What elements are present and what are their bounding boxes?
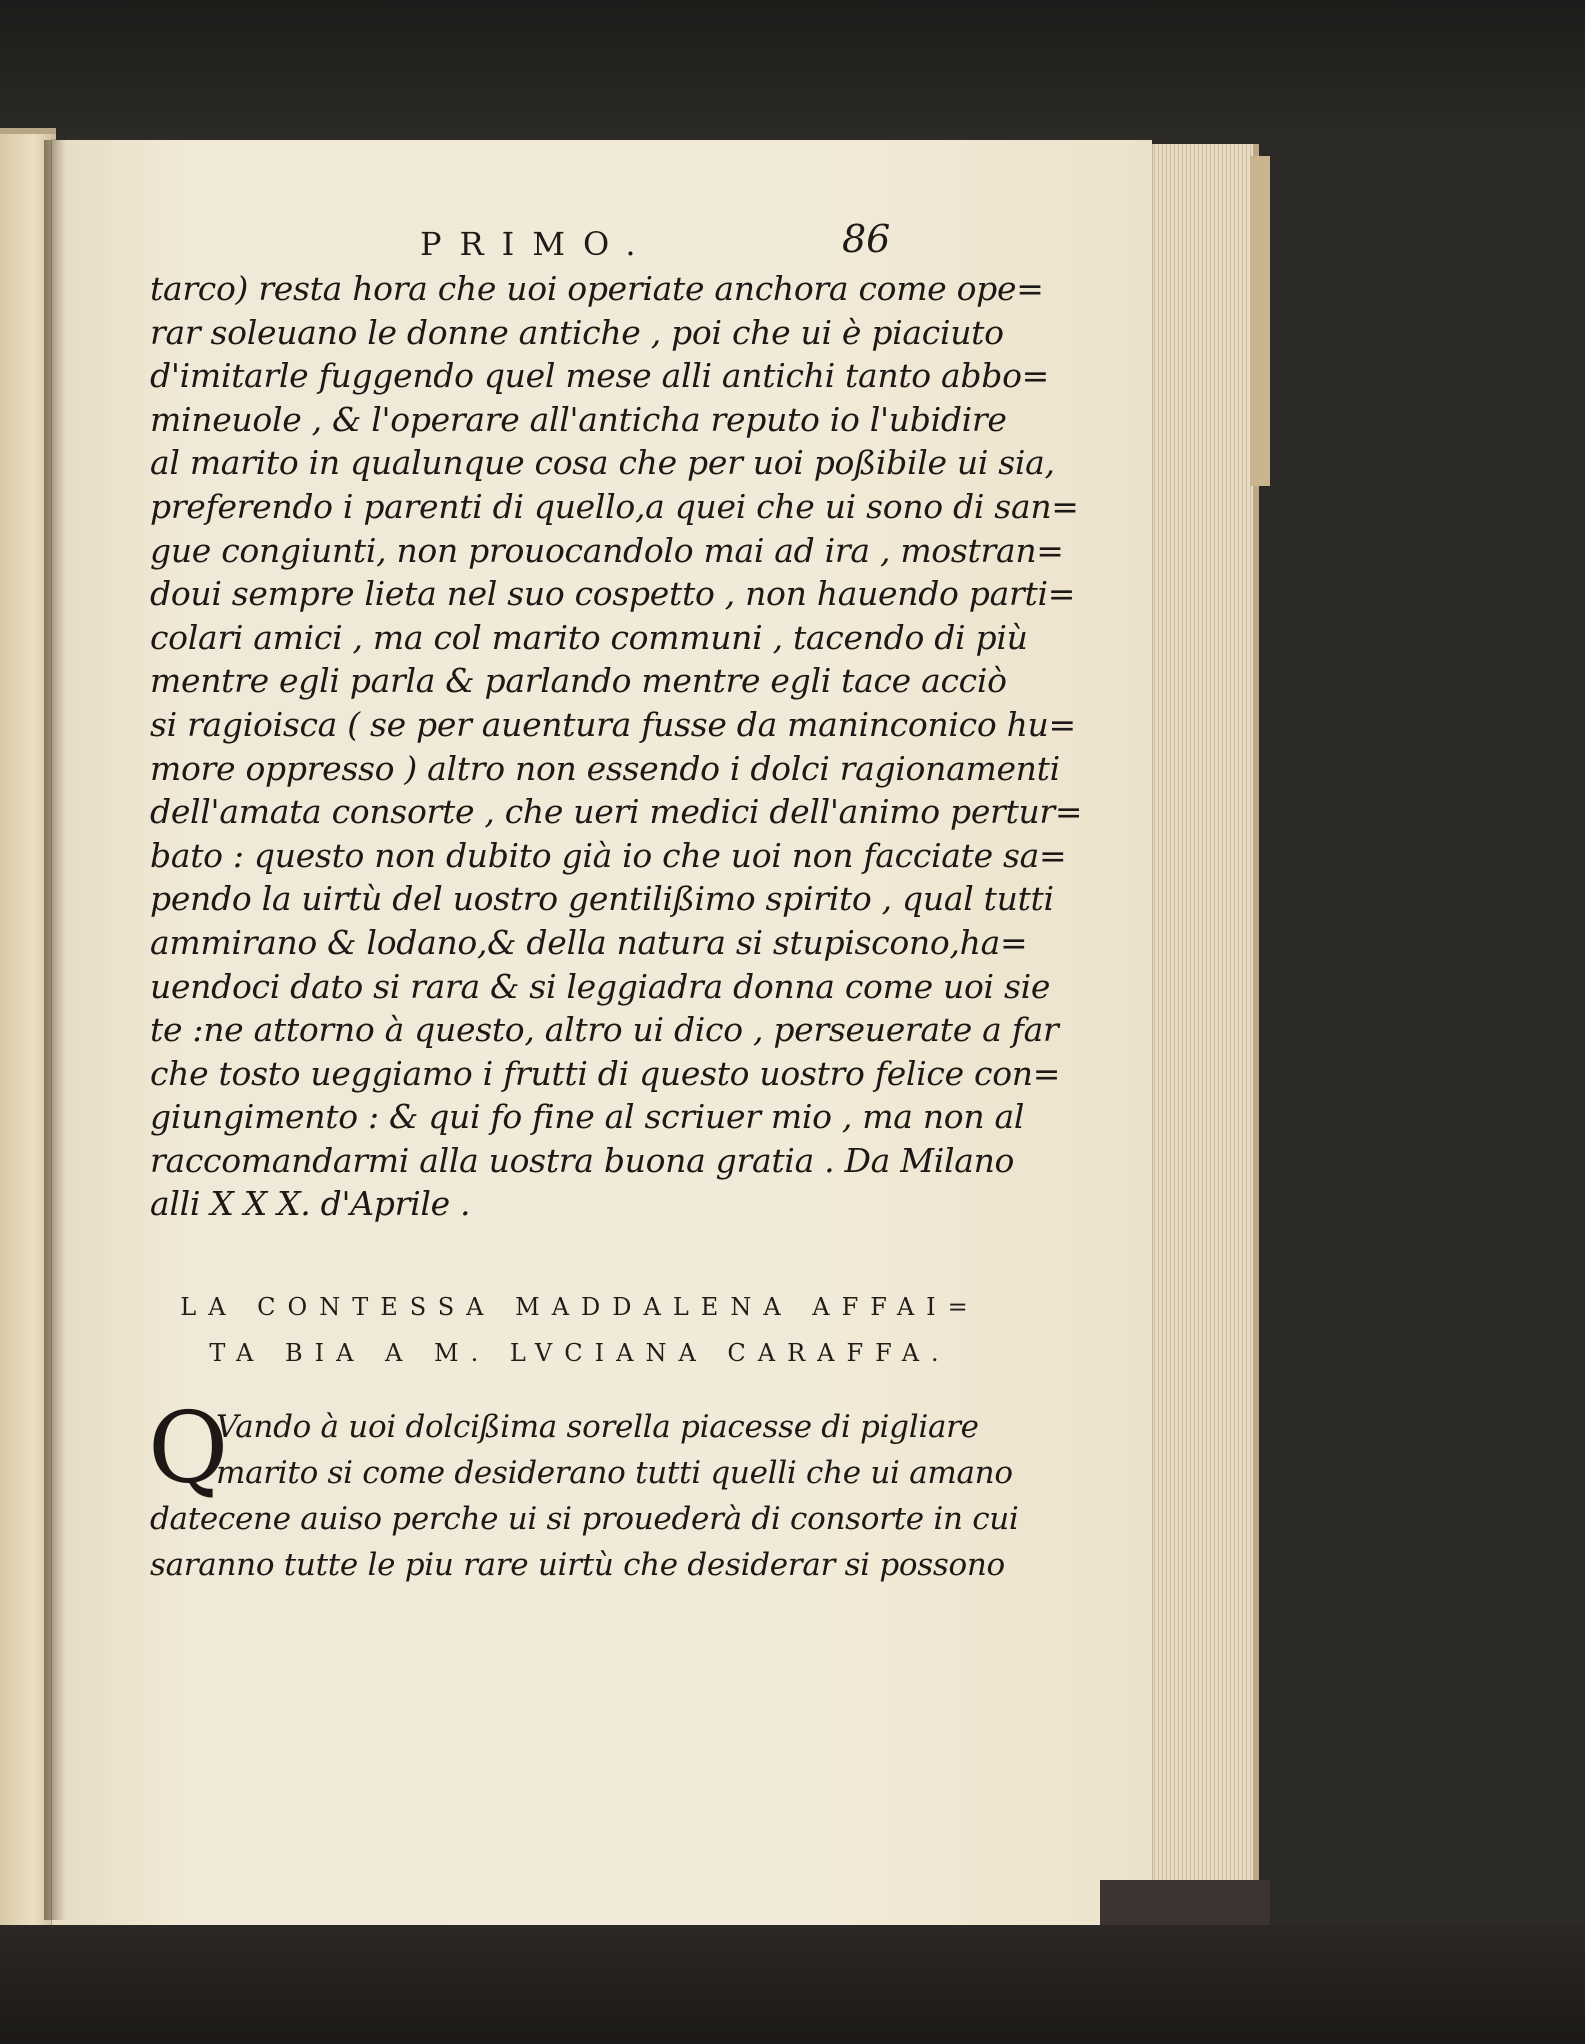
text-line: saranno tutte le piu rare uirtù che desiderar si possono xyxy=(150,1547,1005,1584)
text-line: mineuole , & l'operare all'anticha reputo io l'ubidire xyxy=(150,399,1007,439)
text-line: more oppresso ) altro non essendo i dolci ragionamenti xyxy=(150,748,1060,788)
text-line: ammirano & lodano,& della natura si stupiscono,ha= xyxy=(150,922,1028,962)
heading-line: TA BIA A M. LVCIANA CARAFFA. xyxy=(209,1339,951,1368)
text-line: mentre egli parla & parlando mentre egli tace acciò xyxy=(150,661,1007,701)
page-text xyxy=(148,205,1083,1588)
text-line: gue congiunti, non prouocandolo mai ad ira , mostran= xyxy=(150,530,1064,570)
drop-cap: Q xyxy=(148,1392,229,1507)
text-line: giungimento : & qui fo fine al scriuer mio , ma non al xyxy=(150,1097,1025,1137)
background-top xyxy=(0,0,1585,140)
text-line: datecene auiso perche ui si prouederà di consorte in cui xyxy=(150,1501,1019,1538)
text-line: bato : questo non dubito già io che uoi non facciate sa= xyxy=(150,835,1067,875)
text-line: al marito in qualunque cosa che per uoi poßibile ui sia, xyxy=(150,443,1055,483)
gutter-shadow xyxy=(44,140,66,1920)
heading-line: LA CONTESSA MADDALENA AFFAI= xyxy=(180,1293,980,1322)
text-line: pendo la uirtù del uostro gentilißimo spirito , qual tutti xyxy=(150,879,1054,919)
text-line: te :ne attorno à questo, altro ui dico , perseuerate a far xyxy=(150,1010,1059,1050)
text-line: d'imitarle fuggendo quel mese alli antichi tanto abbo= xyxy=(150,356,1049,396)
text-line: tarco) resta hora che uoi operiate anchora come ope= xyxy=(150,269,1044,308)
background-bottom xyxy=(0,1925,1585,2044)
text-line: alli X X X. d'Aprile . xyxy=(150,1184,471,1224)
text-line: marito si come desiderano tutti quelli che ui amano xyxy=(216,1455,1013,1492)
running-head-title: PRIMO. xyxy=(420,225,654,263)
text-line: che tosto ueggiamo i frutti di questo uostro felice con= xyxy=(150,1053,1061,1093)
letter-heading xyxy=(150,1284,1010,1376)
text-line: uendoci dato si rara & si leggiadra donna come uoi sie xyxy=(150,966,1051,1006)
text-line: doui sempre lieta nel suo cospetto , non hauendo parti= xyxy=(150,574,1076,614)
text-line: raccomandarmi alla uostra buona gratia . Da Milano xyxy=(150,1140,1015,1180)
text-line: dell'amata consorte , che ueri medici dell'animo pertur= xyxy=(150,792,1083,832)
letter-body xyxy=(150,267,1083,1226)
page-number: 86 xyxy=(842,217,891,261)
text-line: Vando à uoi dolcißima sorella piacesse di pigliare xyxy=(216,1409,979,1446)
text-line: colari amici , ma col marito communi , tacendo di più xyxy=(150,617,1028,657)
text-line: si ragioisca ( se per auentura fusse da maninconico hu= xyxy=(150,704,1076,744)
running-head xyxy=(150,205,1010,267)
text-line: preferendo i parenti di quello,a quei che ui sono di san= xyxy=(150,486,1079,526)
page-stack-edges xyxy=(1135,144,1259,1914)
binding-edge xyxy=(1250,156,1270,486)
text-line: rar soleuano le donne antiche , poi che ui è piaciuto xyxy=(150,312,1004,352)
new-letter-body xyxy=(148,1392,1019,1588)
